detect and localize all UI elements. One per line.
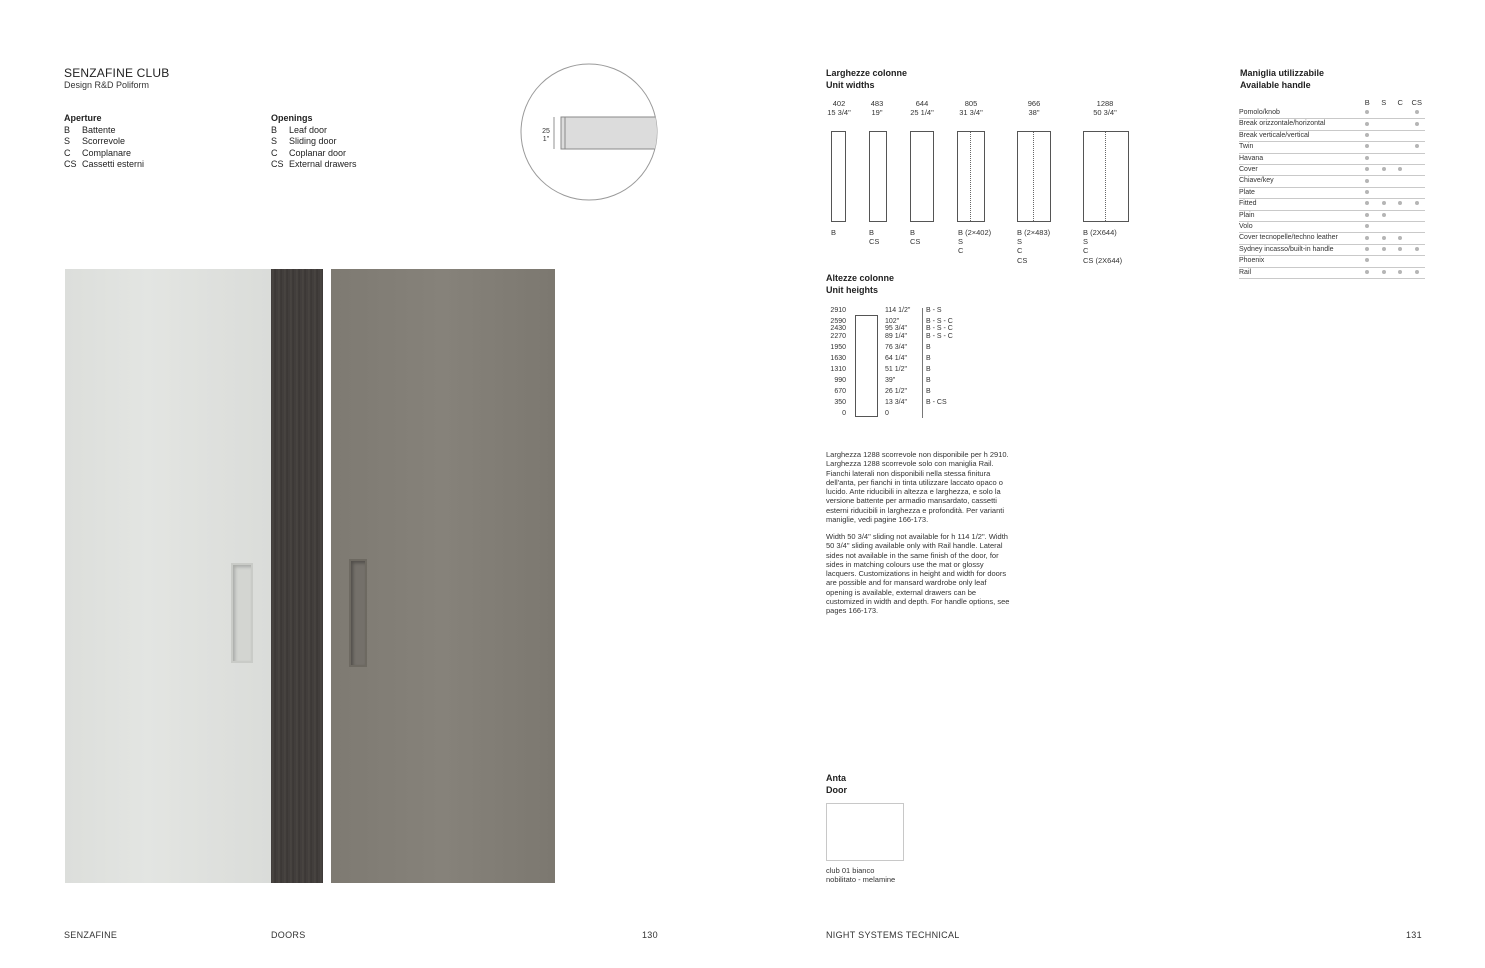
- available-dot-icon: [1398, 201, 1402, 205]
- built-in-handle: [349, 559, 367, 667]
- handle-name: Pomolo/knob: [1239, 108, 1359, 119]
- legend-row: C Complanare: [64, 147, 132, 158]
- footer-brand: SENZAFINE: [64, 930, 118, 940]
- availability-cell: [1409, 267, 1426, 278]
- availability-cell: [1359, 222, 1376, 233]
- height-codes: B: [926, 377, 931, 384]
- availability-cell: [1376, 267, 1393, 278]
- available-dot-icon: [1382, 247, 1386, 251]
- availability-cell: [1409, 153, 1426, 164]
- unit-outline: [1083, 131, 1129, 222]
- handle-row: [1239, 130, 1425, 141]
- height-unit-outline: [855, 315, 878, 417]
- height-codes: B: [926, 355, 931, 362]
- height-inch: 51 1/2": [885, 366, 907, 373]
- handles-heading: Maniglia utilizzabile Available handle: [1240, 68, 1325, 90]
- availability-cell: [1392, 119, 1409, 130]
- handle-name: Twin: [1239, 142, 1359, 153]
- handle-row: [1239, 267, 1425, 278]
- availability-cell: [1376, 153, 1393, 164]
- available-dot-icon: [1382, 270, 1386, 274]
- width-codes: B: [831, 228, 837, 237]
- height-mm: 0: [842, 410, 846, 417]
- notes-italian: Larghezza 1288 scorrevole non disponibile per h 2910. Larghezza 1288 scorrevole solo con maniglia Rail. Fianchi laterali non disponibili nella stessa finitura dell'anta, per fianchi in tinta utilizzare laccato opaco o lucido. Ante riducibili in altezza e larghezza, e solo la versione battente per armadio mansardato, cassetti esterni riducibili in larghezza e profondità. Per varianti maniglie, vedi pagine 166-173.: [826, 450, 1009, 525]
- legend-english: [271, 113, 357, 171]
- handle-name: Plate: [1239, 187, 1359, 198]
- door-panel-section: [561, 117, 660, 149]
- availability-cell: [1392, 256, 1409, 267]
- availability-cell: [1409, 119, 1426, 130]
- handles-table-header: [1239, 97, 1425, 108]
- availability-cell: [1376, 222, 1393, 233]
- footer-section: NIGHT SYSTEMS TECHNICAL: [826, 930, 960, 940]
- width-label: 483 19": [870, 99, 884, 117]
- availability-cell: [1359, 244, 1376, 255]
- available-dot-icon: [1365, 258, 1369, 262]
- legend-heading: Aperture: [64, 113, 102, 123]
- availability-cell: [1376, 165, 1393, 176]
- door-finish-heading: Anta Door: [826, 773, 847, 795]
- availability-cell: [1359, 142, 1376, 153]
- height-codes: B - S - C: [926, 333, 953, 340]
- availability-cell: [1359, 233, 1376, 244]
- available-dot-icon: [1365, 179, 1369, 183]
- availability-cell: [1359, 119, 1376, 130]
- height-codes: B - CS: [926, 399, 947, 406]
- height-mm: 2430: [830, 325, 846, 332]
- unit-outline: [831, 131, 846, 222]
- availability-cell: [1409, 187, 1426, 198]
- availability-cell: [1409, 233, 1426, 244]
- available-dot-icon: [1365, 224, 1369, 228]
- handle-row: [1239, 233, 1425, 244]
- width-label: 402 15 3/4": [827, 99, 851, 117]
- handle-row: [1239, 199, 1425, 210]
- availability-cell: [1392, 165, 1409, 176]
- handle-row: [1239, 176, 1425, 187]
- availability-cell: [1392, 199, 1409, 210]
- handle-name: Phoenix: [1239, 256, 1359, 267]
- availability-cell: [1409, 210, 1426, 221]
- handle-row: [1239, 187, 1425, 198]
- handle-name: Rail: [1239, 267, 1359, 278]
- availability-cell: [1359, 165, 1376, 176]
- height-mm: 1950: [830, 344, 846, 351]
- handle-row: [1239, 153, 1425, 164]
- legend-heading: Openings: [271, 113, 313, 123]
- availability-cell: [1392, 130, 1409, 141]
- legend-row: B Leaf door: [271, 124, 328, 135]
- availability-cell: [1409, 199, 1426, 210]
- handle-row: [1239, 108, 1425, 119]
- column-header: S: [1381, 98, 1387, 107]
- page-number: 131: [1406, 930, 1422, 940]
- availability-cell: [1409, 256, 1426, 267]
- available-dot-icon: [1415, 270, 1419, 274]
- availability-cell: [1359, 153, 1376, 164]
- availability-cell: [1376, 187, 1393, 198]
- handle-name: Break orizzontale/horizontal: [1239, 119, 1359, 130]
- height-inch: 64 1/4": [885, 355, 907, 362]
- height-mm: 2590: [830, 318, 846, 325]
- handle-row: [1239, 222, 1425, 233]
- availability-cell: [1409, 176, 1426, 187]
- availability-cell: [1376, 119, 1393, 130]
- width-codes: B (2×402) S C: [958, 228, 992, 256]
- available-dot-icon: [1365, 190, 1369, 194]
- height-codes: B: [926, 388, 931, 395]
- legend-row: C Coplanar door: [271, 147, 347, 158]
- legend-row: CS External drawers: [271, 159, 357, 169]
- handle-name: Cover: [1239, 165, 1359, 176]
- availability-cell: [1359, 187, 1376, 198]
- legend-italian: [64, 113, 144, 171]
- available-dot-icon: [1365, 167, 1369, 171]
- availability-cell: [1409, 165, 1426, 176]
- availability-cell: [1392, 187, 1409, 198]
- unit-outline: [869, 131, 887, 222]
- available-dot-icon: [1398, 167, 1402, 171]
- availability-cell: [1392, 222, 1409, 233]
- availability-cell: [1359, 108, 1376, 119]
- handle-name: Fitted: [1239, 199, 1359, 210]
- legend-row: B Battente: [64, 124, 116, 135]
- height-codes: B: [926, 366, 931, 373]
- available-dot-icon: [1365, 270, 1369, 274]
- width-label: 966 38": [1027, 99, 1041, 117]
- legend-row: S Scorrevole: [64, 136, 126, 146]
- availability-cell: [1376, 233, 1393, 244]
- column-header: B: [1364, 98, 1370, 107]
- available-dot-icon: [1365, 133, 1369, 137]
- available-dot-icon: [1415, 122, 1419, 126]
- availability-cell: [1409, 142, 1426, 153]
- height-inch: 95 3/4": [885, 325, 907, 332]
- door-photo: [65, 269, 555, 883]
- height-codes: B - S: [926, 307, 942, 314]
- availability-cell: [1392, 233, 1409, 244]
- handle-row: [1239, 210, 1425, 221]
- available-dot-icon: [1415, 201, 1419, 205]
- available-dot-icon: [1365, 144, 1369, 148]
- widths-heading: Larghezze colonne Unit widths: [826, 68, 908, 90]
- height-inch: 26 1/2": [885, 388, 907, 395]
- availability-cell: [1409, 108, 1426, 119]
- availability-cell: [1392, 244, 1409, 255]
- height-inch: 114 1/2": [885, 307, 911, 314]
- availability-cell: [1376, 210, 1393, 221]
- designer-credit: Design R&D Poliform: [64, 80, 150, 90]
- page-number: 130: [642, 930, 658, 940]
- dark-side-panel: [271, 269, 323, 883]
- height-inch: 76 3/4": [885, 344, 907, 351]
- available-dot-icon: [1382, 167, 1386, 171]
- availability-cell: [1392, 108, 1409, 119]
- handle-name: Cover tecnopelle/techno leather: [1239, 233, 1359, 244]
- available-dot-icon: [1382, 201, 1386, 205]
- availability-cell: [1376, 199, 1393, 210]
- handle-name: Volo: [1239, 222, 1359, 233]
- available-dot-icon: [1365, 110, 1369, 114]
- door-section-detail: [520, 63, 660, 203]
- available-dot-icon: [1365, 213, 1369, 217]
- handle-name: Sydney incasso/built-in handle: [1239, 244, 1359, 255]
- available-dot-icon: [1365, 156, 1369, 160]
- availability-cell: [1359, 256, 1376, 267]
- available-dot-icon: [1398, 247, 1402, 251]
- available-dot-icon: [1398, 270, 1402, 274]
- height-codes: B - S - C: [926, 325, 953, 332]
- height-inch: 0: [885, 410, 889, 417]
- height-mm: 1630: [830, 355, 846, 362]
- available-dot-icon: [1365, 247, 1369, 251]
- available-dot-icon: [1382, 213, 1386, 217]
- unit-heights-diagram: [826, 306, 976, 421]
- height-inch: 102": [885, 318, 900, 325]
- unit-outline: [910, 131, 934, 222]
- height-inch: 39": [885, 377, 896, 384]
- handle-row: [1239, 142, 1425, 153]
- width-label: 805 31 3/4": [959, 99, 983, 117]
- page-title: SENZAFINE CLUB: [64, 66, 170, 80]
- availability-cell: [1392, 210, 1409, 221]
- height-mm: 2910: [830, 307, 846, 314]
- handles-table-wrap: [1239, 97, 1425, 279]
- width-codes: B CS: [910, 228, 921, 247]
- availability-cell: [1359, 210, 1376, 221]
- available-dot-icon: [1415, 110, 1419, 114]
- column-header: CS: [1411, 98, 1422, 107]
- height-mm: 1310: [830, 366, 846, 373]
- height-inch: 13 3/4": [885, 399, 907, 406]
- height-codes: B: [926, 344, 931, 351]
- legend-row: CS Cassetti esterni: [64, 159, 145, 169]
- unit-widths-diagram: [826, 99, 1156, 269]
- column-header: C: [1397, 98, 1403, 107]
- height-codes: B - S - C: [926, 318, 953, 325]
- legend-row: S Sliding door: [271, 136, 337, 146]
- finish-swatch: [826, 803, 904, 861]
- handle-row: [1239, 165, 1425, 176]
- availability-cell: [1359, 267, 1376, 278]
- handle-row: [1239, 256, 1425, 267]
- availability-cell: [1376, 142, 1393, 153]
- handle-row: [1239, 119, 1425, 130]
- height-mm: 350: [834, 399, 846, 406]
- availability-cell: [1392, 153, 1409, 164]
- thickness-mm: 25: [542, 128, 550, 135]
- availability-cell: [1409, 244, 1426, 255]
- available-dot-icon: [1382, 236, 1386, 240]
- height-mm: 670: [834, 388, 846, 395]
- available-dot-icon: [1415, 247, 1419, 251]
- unit-outline: [957, 131, 985, 222]
- handle-name: Break verticale/vertical: [1239, 130, 1359, 141]
- availability-cell: [1392, 176, 1409, 187]
- availability-cell: [1359, 199, 1376, 210]
- finish-caption: club 01 bianco nobilitato - melamine: [826, 866, 896, 884]
- availability-cell: [1376, 130, 1393, 141]
- width-codes: B CS: [869, 228, 880, 247]
- availability-cell: [1409, 130, 1426, 141]
- width-codes: B (2×483) S C CS: [1017, 228, 1051, 265]
- available-dot-icon: [1365, 201, 1369, 205]
- availability-cell: [1359, 176, 1376, 187]
- available-dot-icon: [1415, 144, 1419, 148]
- availability-cell: [1409, 222, 1426, 233]
- handle-name: Plain: [1239, 210, 1359, 221]
- availability-cell: [1376, 256, 1393, 267]
- width-label: 1288 50 3/4": [1093, 99, 1117, 117]
- height-inch: 89 1/4": [885, 333, 907, 340]
- height-mm: 2270: [830, 333, 846, 340]
- availability-cell: [1359, 130, 1376, 141]
- handle-row: [1239, 244, 1425, 255]
- built-in-handle: [231, 563, 253, 663]
- handle-name: Havana: [1239, 153, 1359, 164]
- width-label: 644 25 1/4": [910, 99, 934, 117]
- availability-cell: [1376, 108, 1393, 119]
- unit-outline: [1017, 131, 1051, 222]
- width-codes: B (2X644) S C CS (2X644): [1083, 228, 1123, 265]
- handles-table: [1239, 97, 1425, 279]
- thickness-in: 1": [542, 136, 550, 143]
- availability-cell: [1376, 176, 1393, 187]
- notes-english: Width 50 3/4" sliding not available for h 114 1/2". Width 50 3/4" sliding available only with Rail handle. Lateral sides not available in the same finish of the door, for sides in matching colours use the mat or glossy lacquers. Customizations in height and width for doors are possible and for mansard wardrobe only leaf opening is available, external drawers can be customized in width and depth. For handle options, see pages 166-173.: [826, 532, 1010, 616]
- availability-cell: [1392, 267, 1409, 278]
- availability-cell: [1376, 244, 1393, 255]
- available-dot-icon: [1365, 236, 1369, 240]
- handle-name: Chiave/key: [1239, 176, 1359, 187]
- available-dot-icon: [1365, 122, 1369, 126]
- footer-section: DOORS: [271, 930, 306, 940]
- available-dot-icon: [1398, 236, 1402, 240]
- availability-cell: [1392, 142, 1409, 153]
- height-mm: 990: [834, 377, 846, 384]
- heights-heading: Altezze colonne Unit heights: [826, 273, 895, 295]
